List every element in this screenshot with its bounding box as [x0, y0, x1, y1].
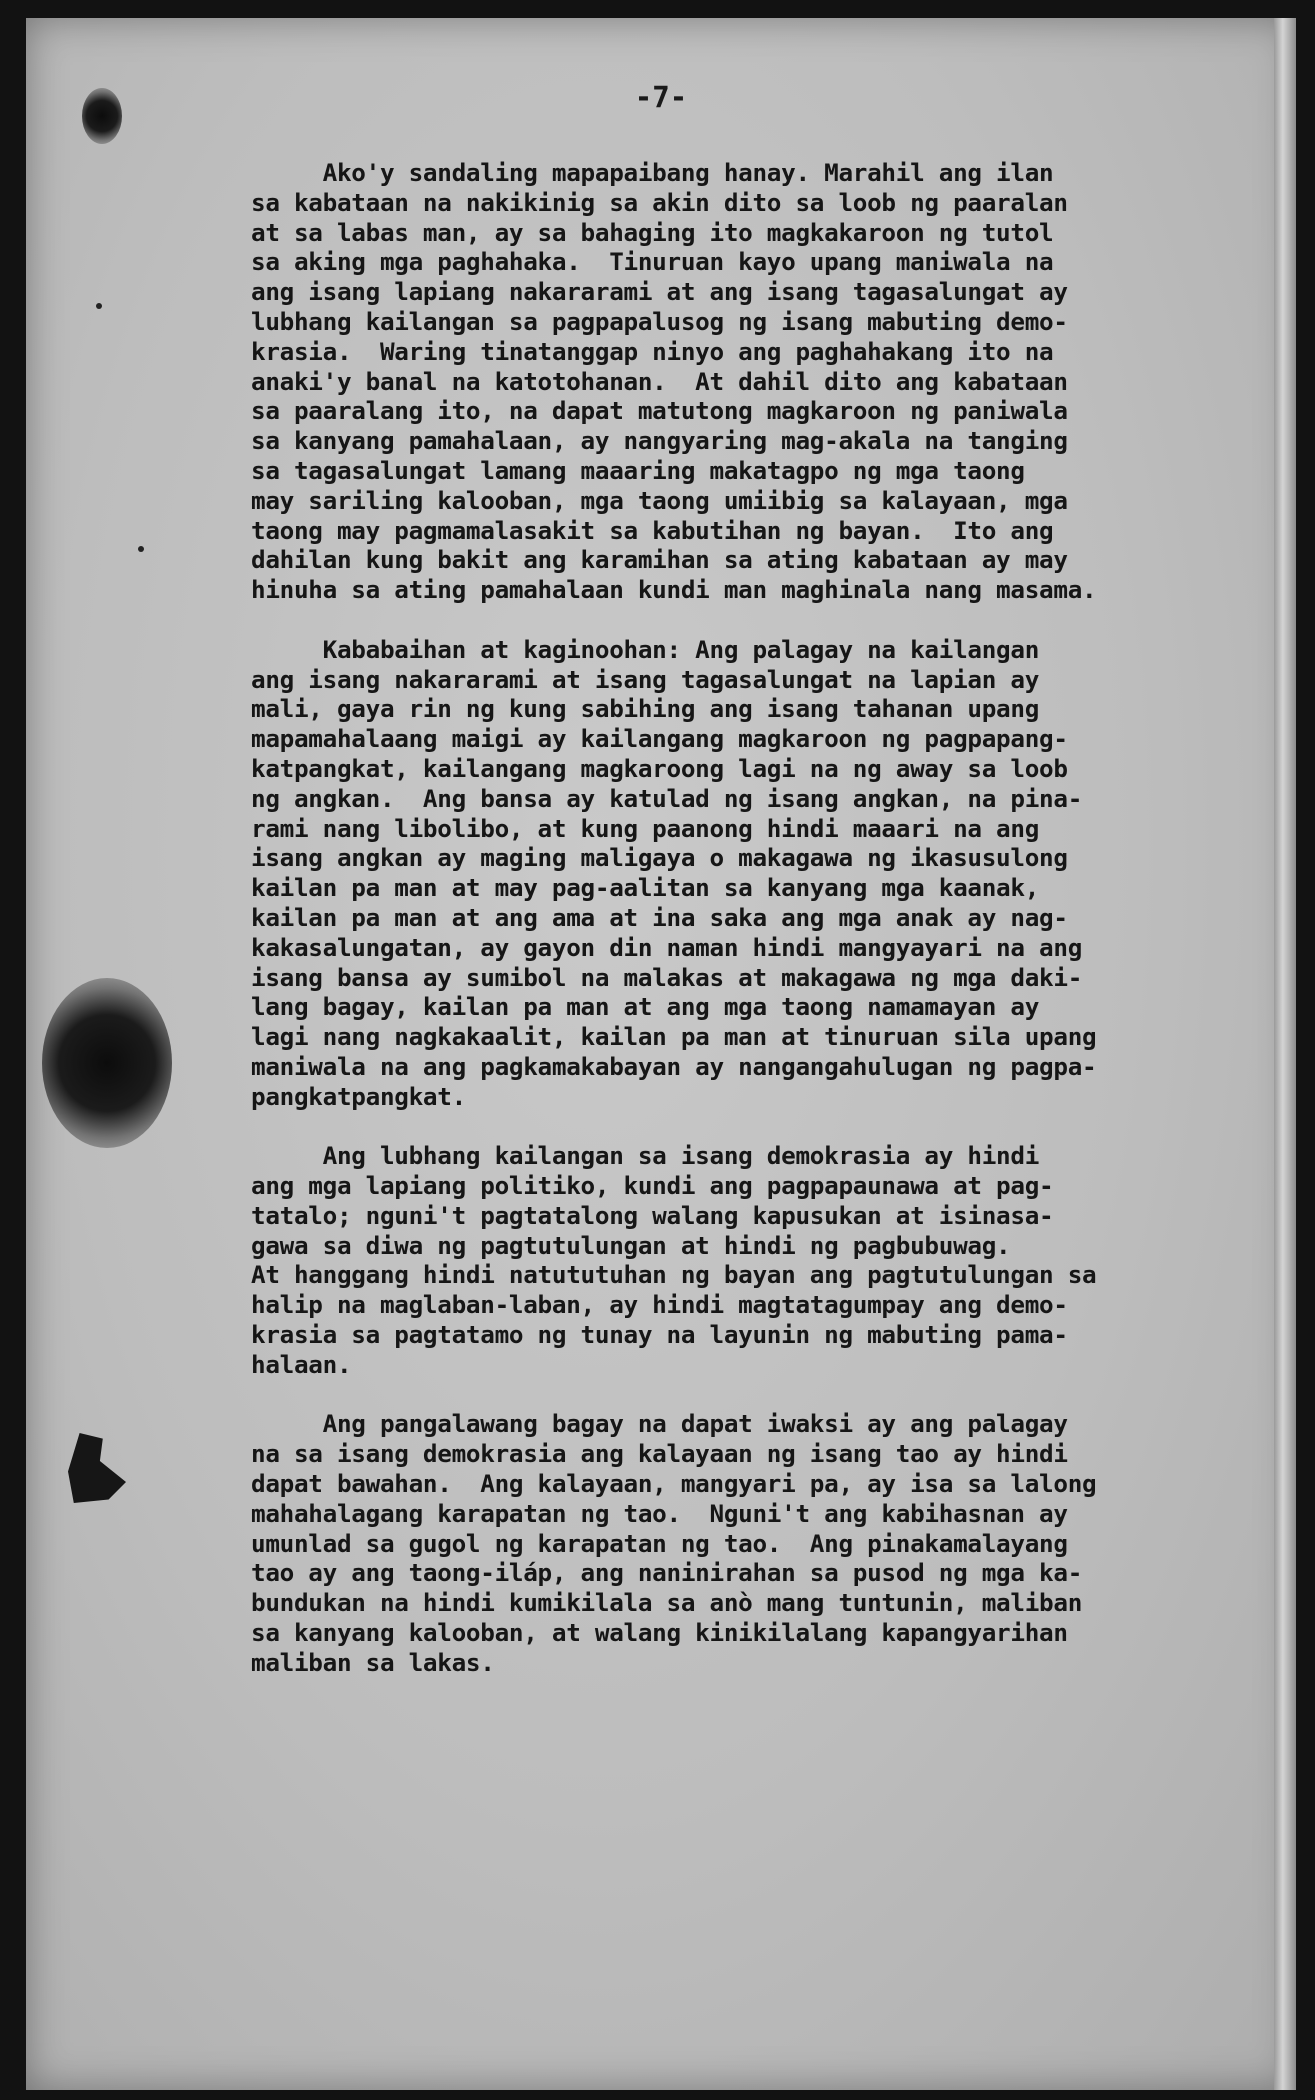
text-line: halaan. [251, 1349, 352, 1379]
paragraph-2 [251, 635, 1251, 1112]
text-line: na sa isang demokrasia ang kalayaan ng isang tao ay hindi [251, 1439, 1068, 1469]
text-line: anaki'y banal na katotohanan. At dahil dito ang kabataan [251, 366, 1068, 396]
text-line: ng angkan. Ang bansa ay katulad ng isang angkan, na pina- [251, 783, 1083, 813]
text-line: ang isang lapiang nakararami at ang isang tagasalungat ay [251, 277, 1068, 307]
text-line: ang isang nakararami at isang tagasalungat na lapian ay [251, 664, 1040, 694]
text-line: At hanggang hindi natututuhan ng bayan ang pagtutulungan sa [251, 1260, 1097, 1290]
text-line: sa aking mga paghahaka. Tinuruan kayo upang maniwala na [251, 247, 1054, 277]
text-line: krasia. Waring tinatanggap ninyo ang paghahakang ito na [251, 336, 1054, 366]
paragraph-4 [251, 1409, 1251, 1677]
text-line: isang bansa ay sumibol na malakas at makagawa ng mga daki- [251, 962, 1083, 992]
page-edge [1274, 18, 1296, 2090]
text-line: Kababaihan at kaginoohan: Ang palagay na kailangan [251, 634, 1040, 664]
torn-mark [68, 1433, 126, 1503]
text-line: maliban sa lakas. [251, 1647, 495, 1677]
paragraph-1 [251, 158, 1251, 605]
text-line: mahahalagang karapatan ng tao. Nguni't ang kabihasnan ay [251, 1498, 1068, 1528]
text-line: kakasalungatan, ay gayon din naman hindi mangyayari na ang [251, 932, 1083, 962]
text-line: mali, gaya rin ng kung sabihing ang isang tahanan upang [251, 694, 1040, 724]
text-line: halip na maglaban-laban, ay hindi magtatagumpay ang demo- [251, 1290, 1068, 1320]
text-line: Ako'y sandaling mapapaibang hanay. Marahil ang ilan [251, 158, 1054, 187]
paragraph-3 [251, 1141, 1251, 1379]
text-line: hinuha sa ating pamahalaan kundi man maghinala nang masama. [251, 575, 1097, 605]
text-line: dahilan kung bakit ang karamihan sa ating kabataan ay may [251, 545, 1068, 575]
text-line: kailan pa man at may pag-aalitan sa kanyang mga kaanak, [251, 873, 1040, 903]
text-line: at sa labas man, ay sa bahaging ito magkakaroon ng tutol [251, 217, 1054, 247]
text-line: bundukan na hindi kumikilala sa anò mang tuntunin, maliban [251, 1588, 1083, 1618]
text-line: pangkatpangkat. [251, 1081, 466, 1111]
page-number: -7- [634, 80, 688, 114]
text-line: tao ay ang taong-iláp, ang naninirahan sa pusod ng mga ka- [251, 1558, 1083, 1588]
text-line: taong may pagmamalasakit sa kabutihan ng bayan. Ito ang [251, 515, 1054, 545]
text-line: kailan pa man at ang ama at ina saka ang mga anak ay nag- [251, 902, 1068, 932]
document-body [251, 158, 1251, 1707]
text-line: sa kanyang pamahalaan, ay nangyaring mag-akala na tanging [251, 426, 1068, 456]
text-line: maniwala na ang pagkamakabayan ay nangangahulugan ng pagpa- [251, 1051, 1097, 1081]
text-line: rami nang libolibo, at kung paanong hindi maaari na ang [251, 813, 1040, 843]
text-line: isang angkan ay maging maligaya o makagawa ng ikasusulong [251, 843, 1068, 873]
speck [96, 303, 102, 309]
text-line: mapamahalaang maigi ay kailangang magkaroon ng pagpapang- [251, 724, 1068, 754]
text-line: dapat bawahan. Ang kalayaan, mangyari pa, ay isa sa lalong [251, 1469, 1097, 1499]
text-line: lagi nang nagkakaalit, kailan pa man at tinuruan sila upang [251, 1022, 1097, 1052]
text-line: gawa sa diwa ng pagtutulungan at hindi ng pagbubuwag. [251, 1230, 1011, 1260]
text-line: sa tagasalungat lamang maaaring makatagpo ng mga taong [251, 455, 1025, 485]
ink-blot [42, 978, 172, 1148]
text-line: umunlad sa gugol ng karapatan ng tao. Ang pinakamalayang [251, 1528, 1068, 1558]
text-line: may sariling kalooban, mga taong umiibig sa kalayaan, mga [251, 485, 1068, 515]
text-line: sa kabataan na nakikinig sa akin dito sa loob ng paaralan [251, 187, 1068, 217]
text-line: sa kanyang kalooban, at walang kinikilalang kapangyarihan [251, 1618, 1068, 1648]
text-line: krasia sa pagtatamo ng tunay na layunin ng mabuting pama- [251, 1320, 1068, 1350]
text-line: Ang lubhang kailangan sa isang demokrasia ay hindi [251, 1141, 1040, 1171]
text-line: Ang pangalawang bagay na dapat iwaksi ay ang palagay [251, 1409, 1068, 1439]
document-page [26, 18, 1296, 2090]
text-line: ang mga lapiang politiko, kundi ang pagpapaunawa at pag- [251, 1171, 1054, 1201]
text-line: katpangkat, kailangang magkaroong lagi na ng away sa loob [251, 753, 1068, 783]
speck [138, 546, 144, 552]
text-line: sa paaralang ito, na dapat matutong magkaroon ng paniwala [251, 396, 1068, 426]
text-line: tatalo; nguni't pagtatalong walang kapusukan at isinasa- [251, 1200, 1054, 1230]
text-line: lang bagay, kailan pa man at ang mga taong namamayan ay [251, 992, 1040, 1022]
text-line: lubhang kailangan sa pagpapalusog ng isang mabuting demo- [251, 306, 1068, 336]
